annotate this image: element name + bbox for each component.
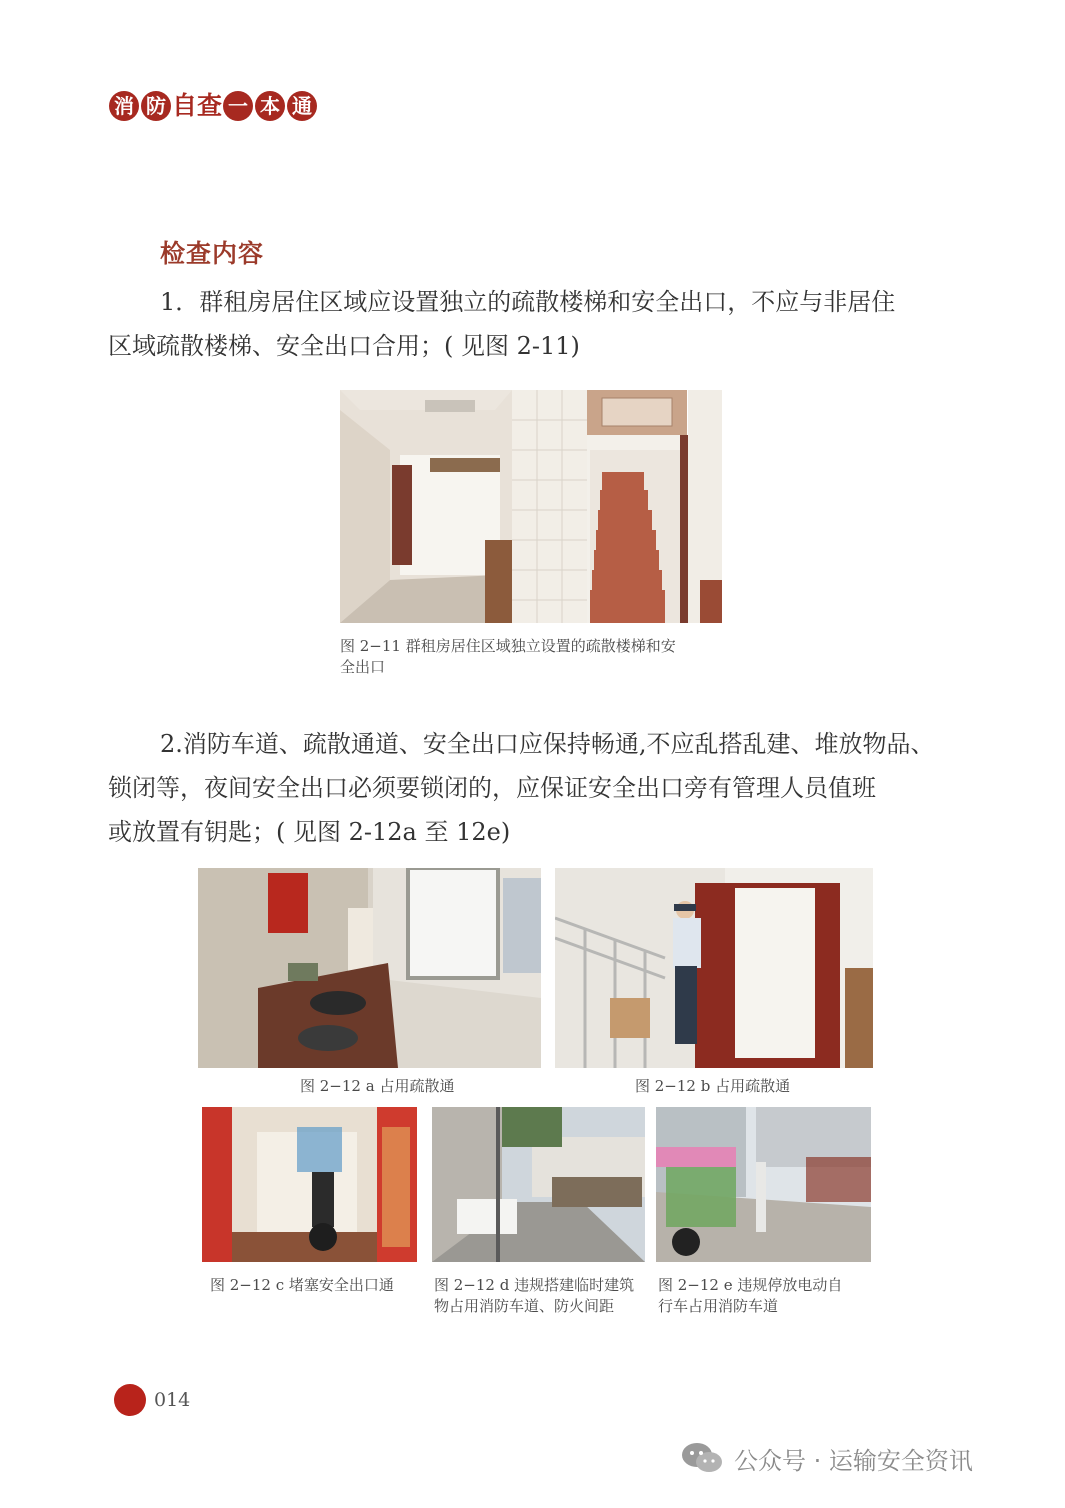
figure-2-12e-caption — [658, 1275, 878, 1317]
item-1-line-2: 区域疏散楼梯、安全出口合用；( 见图 2-11) — [108, 332, 580, 360]
wechat-icon — [680, 1440, 724, 1476]
header-char: 消 — [109, 91, 139, 121]
caption-line: 物占用消防车道、防火间距 — [434, 1297, 615, 1315]
figure-2-11-caption — [340, 636, 740, 678]
figure-2-12d-photo — [432, 1107, 645, 1262]
page-number-dot — [114, 1384, 146, 1416]
header-char: 一 — [223, 91, 253, 121]
caption-line: 图 2−11 群租房居住区域独立设置的疏散楼梯和安 — [340, 637, 676, 655]
caption-line: 图 2−12 e 违规停放电动自 — [658, 1276, 843, 1294]
header-char: 本 — [255, 91, 285, 121]
watermark — [680, 1440, 973, 1476]
header-char: 通 — [287, 91, 317, 121]
figure-2-12a-caption: 图 2−12 a 占用疏散通 — [300, 1077, 455, 1095]
figure-2-12a-photo — [198, 868, 541, 1068]
page-number: 014 — [154, 1389, 191, 1411]
item-2-line-3: 或放置有钥匙；( 见图 2-12a 至 12e) — [108, 818, 511, 846]
figure-2-12d-caption — [434, 1275, 654, 1317]
header-char: 自 — [172, 91, 198, 120]
book-header — [108, 86, 318, 126]
caption-line: 行车占用消防车道 — [658, 1297, 779, 1315]
figure-2-11-photo — [340, 390, 722, 623]
figure-2-12b-photo — [555, 868, 873, 1068]
header-char: 防 — [141, 91, 171, 121]
item-2-paragraph — [108, 722, 963, 854]
watermark-text: 公众号 · 运输安全资讯 — [734, 1446, 973, 1475]
item-2-line-2: 锁闭等，夜间安全出口必须要锁闭的，应保证安全出口旁有管理人员值班 — [108, 774, 876, 802]
section-title: 检查内容 — [160, 239, 265, 268]
header-char: 查 — [197, 91, 223, 120]
item-1-paragraph — [108, 280, 963, 368]
figure-2-12e-photo — [656, 1107, 871, 1262]
item-1-line-1: 1．群租房居住区域应设置独立的疏散楼梯和安全出口，不应与非居住 — [160, 288, 896, 316]
figure-2-12c-caption: 图 2−12 c 堵塞安全出口通 — [210, 1276, 394, 1294]
figure-2-12b-caption: 图 2−12 b 占用疏散通 — [635, 1077, 791, 1095]
caption-line: 全出口 — [340, 658, 386, 676]
item-2-line-1: 2.消防车道、疏散通道、安全出口应保持畅通,不应乱搭乱建、堆放物品、 — [160, 730, 935, 758]
caption-line: 图 2−12 d 违规搭建临时建筑 — [434, 1276, 635, 1294]
figure-2-12c-photo — [202, 1107, 417, 1262]
